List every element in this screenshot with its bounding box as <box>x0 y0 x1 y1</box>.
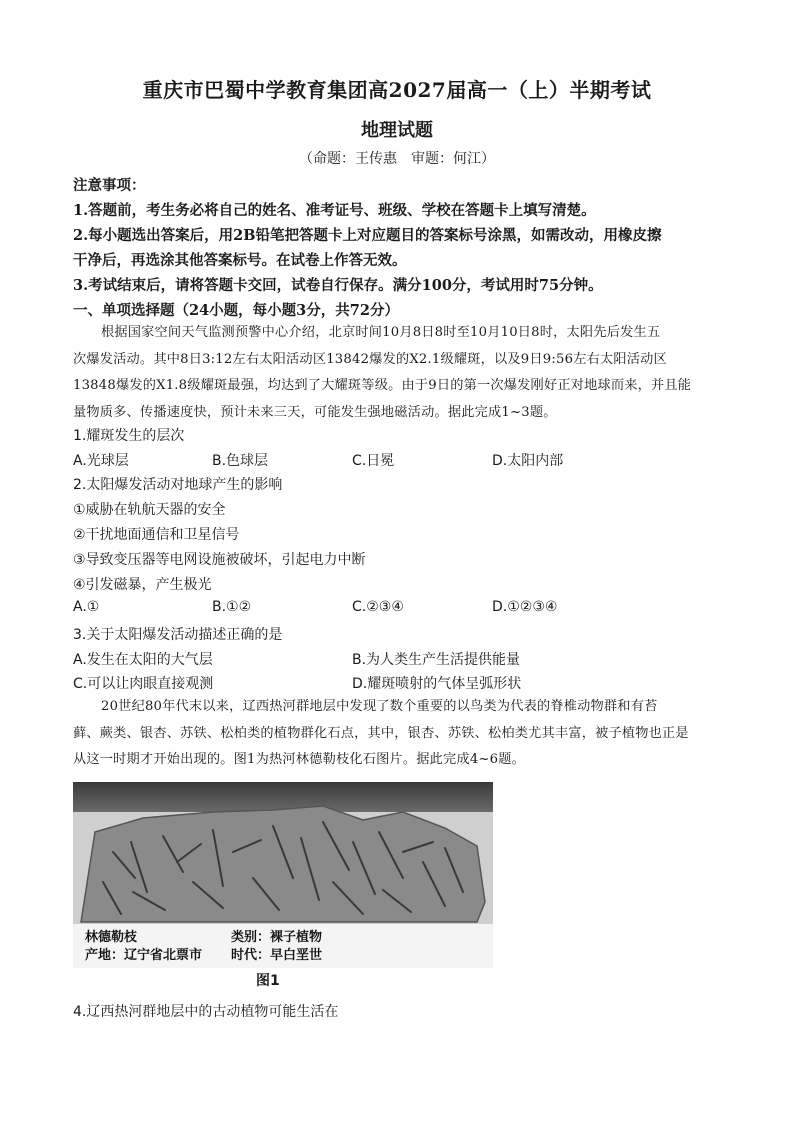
q3-option-c: C.可以让肉眼直接观测 <box>73 676 214 692</box>
exam-subject: 地理试题 <box>361 120 433 141</box>
passage-2-line: 藓、蕨类、银杏、苏铁、松柏类的植物群化石点，其中，银杏、苏铁、松柏类尤其丰富，被子植物也正是 <box>73 725 689 741</box>
question-2-stem: 2.太阳爆发活动对地球产生的影响 <box>73 477 283 493</box>
notice-heading: 注意事项： <box>73 177 146 194</box>
q2-item-3: ③导致变压器等电网设施被破坏，引起电力中断 <box>73 552 366 568</box>
passage-1-line: 量物质多、传播速度快，预计未来三天，可能发生强地磁活动。据此完成1~3题。 <box>73 404 557 420</box>
passage-1-line: 13848爆发的X1.8级耀斑最强，均达到了大耀斑等级。由于9日的第一次爆发刚好正对地球而来，并且能 <box>73 378 692 393</box>
fossil-era-label: 时代：早白垩世 <box>231 948 323 963</box>
passage-2-line: 20世纪80年代末以来，辽西热河群地层中发现了数个重要的以鸟类为代表的脊椎动物群和有苔 <box>101 699 658 714</box>
fossil-category-label: 类别：裸子植物 <box>231 930 323 945</box>
q1-option-b: B.色球层 <box>212 453 269 469</box>
exam-authors: （命题：王传惠 审题：何江） <box>299 151 495 167</box>
fossil-origin-label: 产地：辽宁省北票市 <box>85 948 203 963</box>
notice-item-1: 1.答题前，考生务必将自己的姓名、准考证号、班级、学校在答题卡上填写清楚。 <box>73 202 596 219</box>
q2-option-d: D.①②③④ <box>492 599 558 615</box>
question-4-stem: 4.辽西热河群地层中的古动植物可能生活在 <box>73 1004 339 1020</box>
q2-item-4: ④引发磁暴，产生极光 <box>73 577 212 593</box>
q2-option-c: C.②③④ <box>352 599 404 615</box>
q3-option-a: A.发生在太阳的大气层 <box>73 652 213 668</box>
notice-item-2: 2.每小题选出答案后，用2B铅笔把答题卡上对应题目的答案标号涂黑，如需改动，用橡皮擦 <box>73 227 662 244</box>
passage-2 <box>73 694 723 774</box>
q1-option-c: C.日冕 <box>352 453 395 469</box>
q2-option-a: A.① <box>73 599 100 615</box>
passage-1-line: 根据国家空间天气监测预警中心介绍，北京时间10月8日8时至10月10日8时，太阳先后发生五 <box>101 325 661 340</box>
q1-option-d: D.太阳内部 <box>492 453 564 469</box>
q3-option-b: B.为人类生产生活提供能量 <box>352 652 521 668</box>
q3-option-d: D.耀斑喷射的气体呈弧形状 <box>352 676 522 692</box>
notice-item-3: 3.考试结束后，请将答题卡交回，试卷自行保存。满分100分，考试用时75分钟。 <box>73 277 603 294</box>
question-3-stem: 3.关于太阳爆发活动描述正确的是 <box>73 627 283 643</box>
passage-1-line: 次爆发活动。其中8日3:12左右太阳活动区13842爆发的X2.1级耀斑，以及9日9:56左右太阳活动区 <box>73 351 667 367</box>
notice-item-2-cont: 干净后，再选涂其他答案标号。在试卷上作答无效。 <box>73 252 407 269</box>
passage-1 <box>73 320 723 426</box>
fossil-name-label: 林德勒枝 <box>85 930 138 945</box>
figure-caption: 图1 <box>256 973 280 989</box>
q1-option-a: A.光球层 <box>73 453 129 469</box>
q2-option-b: B.①② <box>212 599 252 615</box>
section-heading: 一、单项选择题（24小题，每小题3分，共72分） <box>73 302 399 319</box>
passage-2-line: 从这一时期才开始出现的。图1为热河林德勒枝化石图片。据此完成4~6题。 <box>73 752 526 767</box>
q2-item-1: ①威胁在轨航天器的安全 <box>73 502 226 518</box>
question-1-stem: 1.耀斑发生的层次 <box>73 428 185 444</box>
exam-title: 重庆市巴蜀中学教育集团高2027届高一（上）半期考试 <box>142 78 652 102</box>
fossil-figure <box>73 782 493 968</box>
q2-item-2: ②干扰地面通信和卫星信号 <box>73 527 240 543</box>
